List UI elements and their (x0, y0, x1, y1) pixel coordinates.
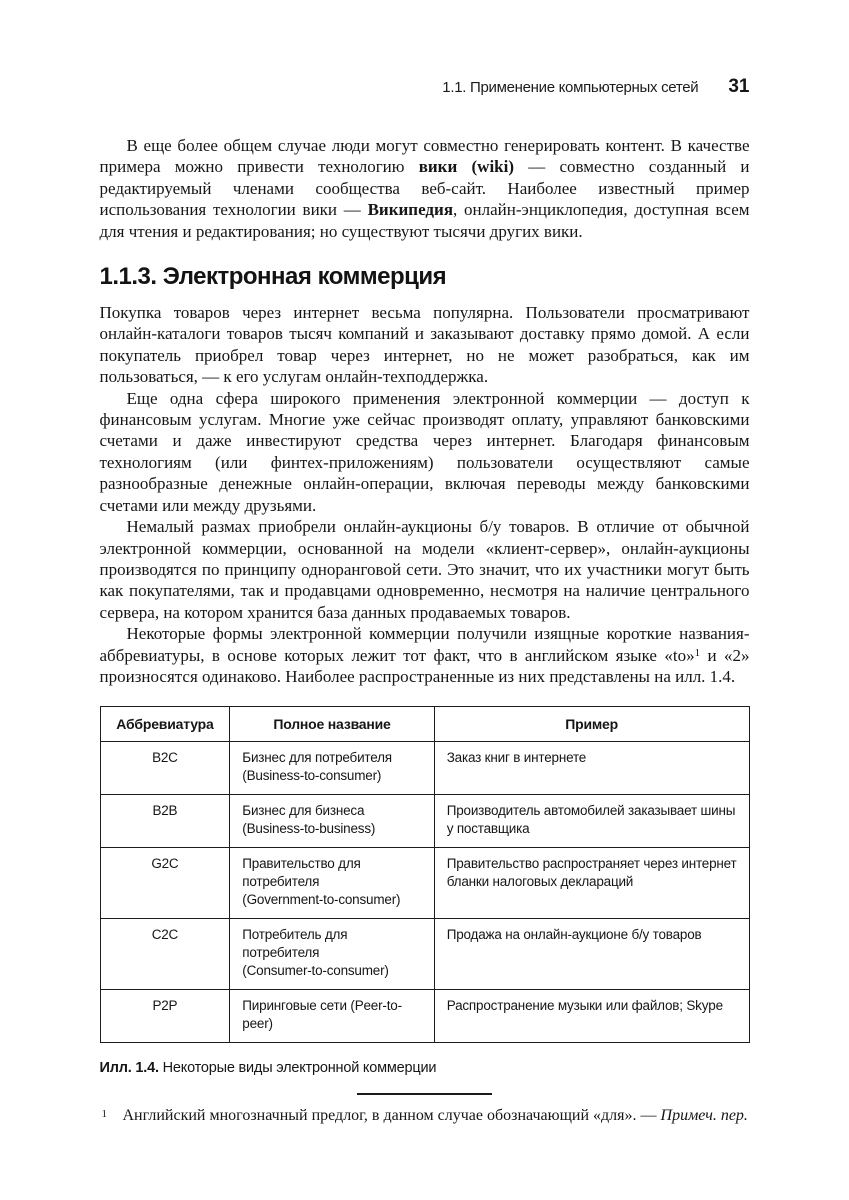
cell-example: Продажа на онлайн-аукционе б/у товаров (434, 919, 749, 990)
table-header-row (100, 707, 749, 742)
footnote-marker: 1 (101, 1108, 107, 1121)
footnote-rule (357, 1093, 492, 1095)
table-row (100, 795, 749, 848)
running-title: 1.1. Применение компьютерных сетей (442, 79, 699, 96)
paragraph: Немалый размах приобрели онлайн-аукционы б/у товаров. В отличие от обычной электронной коммерции, основанной на модели «клиент-сервер», онлайн-аукционы производятся по принципу одноранговой сети. Это значит, что их участники могут быть как покупателями, так и продавцами одновременно, несмотря на наличие центрального сервера, на котором хранится база данных продаваемых товаров. (99, 517, 750, 622)
cell-abbreviation: C2C (100, 919, 230, 990)
column-header-full-name: Полное название (230, 707, 434, 742)
table-row (100, 990, 749, 1043)
running-header (100, 76, 750, 98)
column-header-abbreviation: Аббревиатура (100, 707, 230, 742)
cell-abbreviation: G2C (100, 848, 230, 919)
figure-caption (100, 1060, 750, 1076)
cell-abbreviation: B2B (100, 795, 230, 848)
cell-full-name: Бизнес для потребителя (Business-to-consumer) (230, 742, 434, 795)
cell-example: Распространение музыки или файлов; Skype (434, 990, 749, 1043)
table-row (100, 742, 749, 795)
paragraph: В еще более общем случае люди могут совместно генерировать контент. В качестве примера можно привести технологию вики (wiki) — совместно созданный и редактируемый членами сообщества веб-сайт. Наиболее известный пример использования технологии вики — Википедия, онлайн-энциклопедия, доступная всем для чтения и редактирования; но существуют тысячи других вики. (99, 136, 750, 241)
cell-full-name: Пиринговые сети (Peer-to-peer) (230, 990, 434, 1043)
cell-abbreviation: B2C (100, 742, 230, 795)
column-header-example: Пример (434, 707, 749, 742)
footnote-text: Английский многозначный предлог, в данном случае обозначающий «для». — Примеч. пер. (122, 1107, 748, 1125)
cell-full-name: Правительство для потребителя (Government-to-consumer) (230, 848, 434, 919)
ecommerce-table-body (100, 742, 749, 1043)
cell-full-name: Бизнес для бизнеса (Business-to-business) (230, 795, 434, 848)
paragraph: Покупка товаров через интернет весьма популярна. Пользователи просматривают онлайн-каталоги товаров тысяч компаний и заказывают доставку прямо домой. А если покупатель приобрел товар через интернет, но не может разобраться, как им пользоваться, — к его услугам онлайн-техподдержка. (99, 303, 750, 387)
cell-full-name: Потребитель для потребителя (Consumer-to-consumer) (230, 919, 434, 990)
page-number: 31 (728, 76, 750, 97)
cell-abbreviation: P2P (100, 990, 230, 1043)
table-row (100, 919, 749, 990)
figure-caption-label: Илл. 1.4. (99, 1060, 159, 1077)
table-row (100, 848, 749, 919)
section-heading: 1.1.3. Электронная коммерция (99, 263, 447, 291)
ecommerce-table (100, 706, 750, 1043)
ecommerce-table-header (100, 707, 749, 742)
paragraph: Некоторые формы электронной коммерции получили изящные короткие названия-аббревиатуры, в основе которых лежит тот факт, что в английском языке «to»$^1$ и «2» произносятся одинаково. Наиболее распространенные из них представлены на илл. 1.4. (99, 624, 750, 686)
footnote (100, 1103, 750, 1129)
cell-example: Правительство распространяет через интернет бланки налоговых деклараций (434, 848, 749, 919)
cell-example: Производитель автомобилей заказывает шины у поставщика (434, 795, 749, 848)
paragraph: Еще одна сфера широкого применения электронной коммерции — доступ к финансовым услугам. Многие уже сейчас производят оплату, управляют банковскими счетами и даже инвестируют средства через интернет. Благодаря финансовым технологиям (или финтех-приложениям) пользователи осуществляют самые разнообразные денежные онлайн-операции, включая переводы между банковскими счетами или между друзьями. (99, 388, 750, 515)
cell-example: Заказ книг в интернете (434, 742, 749, 795)
figure-caption-text: Некоторые виды электронной коммерции (158, 1060, 437, 1077)
book-page (100, 0, 750, 1129)
